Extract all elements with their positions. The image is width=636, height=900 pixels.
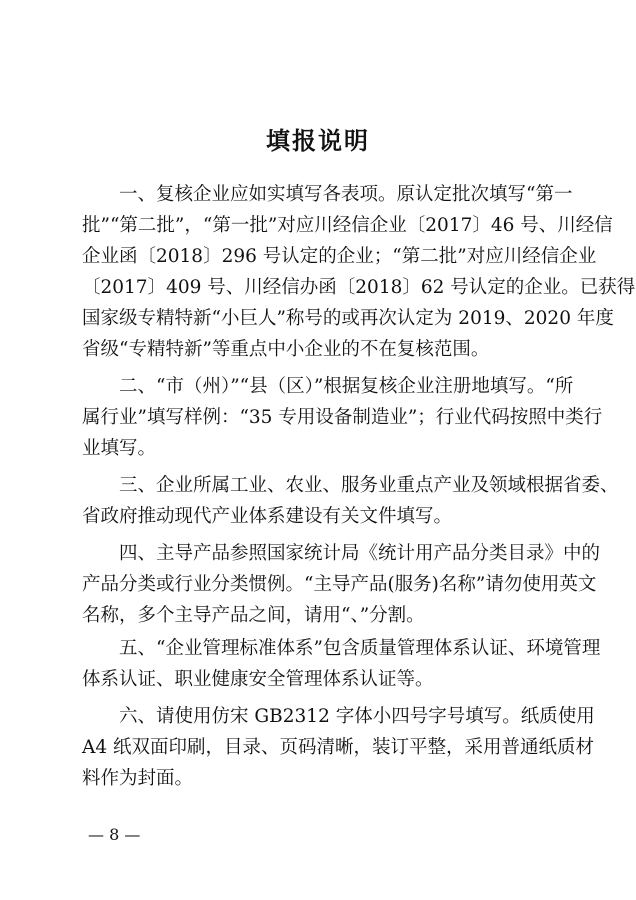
section-2-line-1: 二、“市（州）”“县（区）”根据复核企业注册地填写。“所 [119, 376, 574, 397]
section-3-line-2: 省政府推动现代产业体系建设有关文件填写。 [82, 506, 453, 527]
section-1-line-1: 一、复核企业应如实填写各表项。原认定批次填写“第一 [119, 184, 573, 205]
section-2-line-2: 属行业”填写样例：“35 专用设备制造业”；行业代码按照中类行 [82, 407, 603, 428]
section-4-line-1: 四、主导产品参照国家统计局《统计用产品分类目录》中的 [119, 543, 601, 564]
page-title: 填报说明 [266, 127, 370, 156]
section-4-line-3: 名称，多个主导产品之间，请用“、”分割。 [82, 605, 425, 626]
section-1-line-4: 〔2017〕409 号、川经信办函〔2018〕62 号认定的企业。已获得 [82, 277, 636, 298]
section-6-line-2: A4 纸双面印刷，目录、页码清晰，装订平整，采用普通纸质材 [82, 737, 595, 758]
section-6-line-1: 六、请使用仿宋 GB2312 字体小四号字号填写。纸质使用 [119, 706, 595, 727]
section-5-line-1: 五、“企业管理标准体系”包含质量管理体系认证、环境管理 [119, 638, 601, 659]
section-6-line-3: 料作为封面。 [82, 768, 194, 789]
section-1-line-3: 企业函〔2018〕296 号认定的企业；“第二批”对应川经信企业 [82, 246, 597, 267]
section-1-line-6: 省级“专精特新”等重点中小企业的不在复核范围。 [82, 339, 490, 360]
section-3-line-1: 三、企业所属工业、农业、服务业重点产业及领域根据省委、 [119, 475, 619, 496]
section-4-line-2: 产品分类或行业分类惯例。“主导产品(服务)名称”请勿使用英文 [82, 574, 597, 595]
section-1-line-5: 国家级专精特新“小巨人”称号的或再次认定为 2019、2020 年度 [82, 308, 614, 329]
section-5-line-2: 体系认证、职业健康安全管理体系认证等。 [82, 669, 434, 690]
section-2-line-3: 业填写。 [82, 438, 157, 459]
section-1-line-2: 批”“第二批”，“第一批”对应川经信企业〔2017〕46 号、川经信 [82, 215, 613, 236]
page-number: — 8 — [88, 825, 141, 844]
